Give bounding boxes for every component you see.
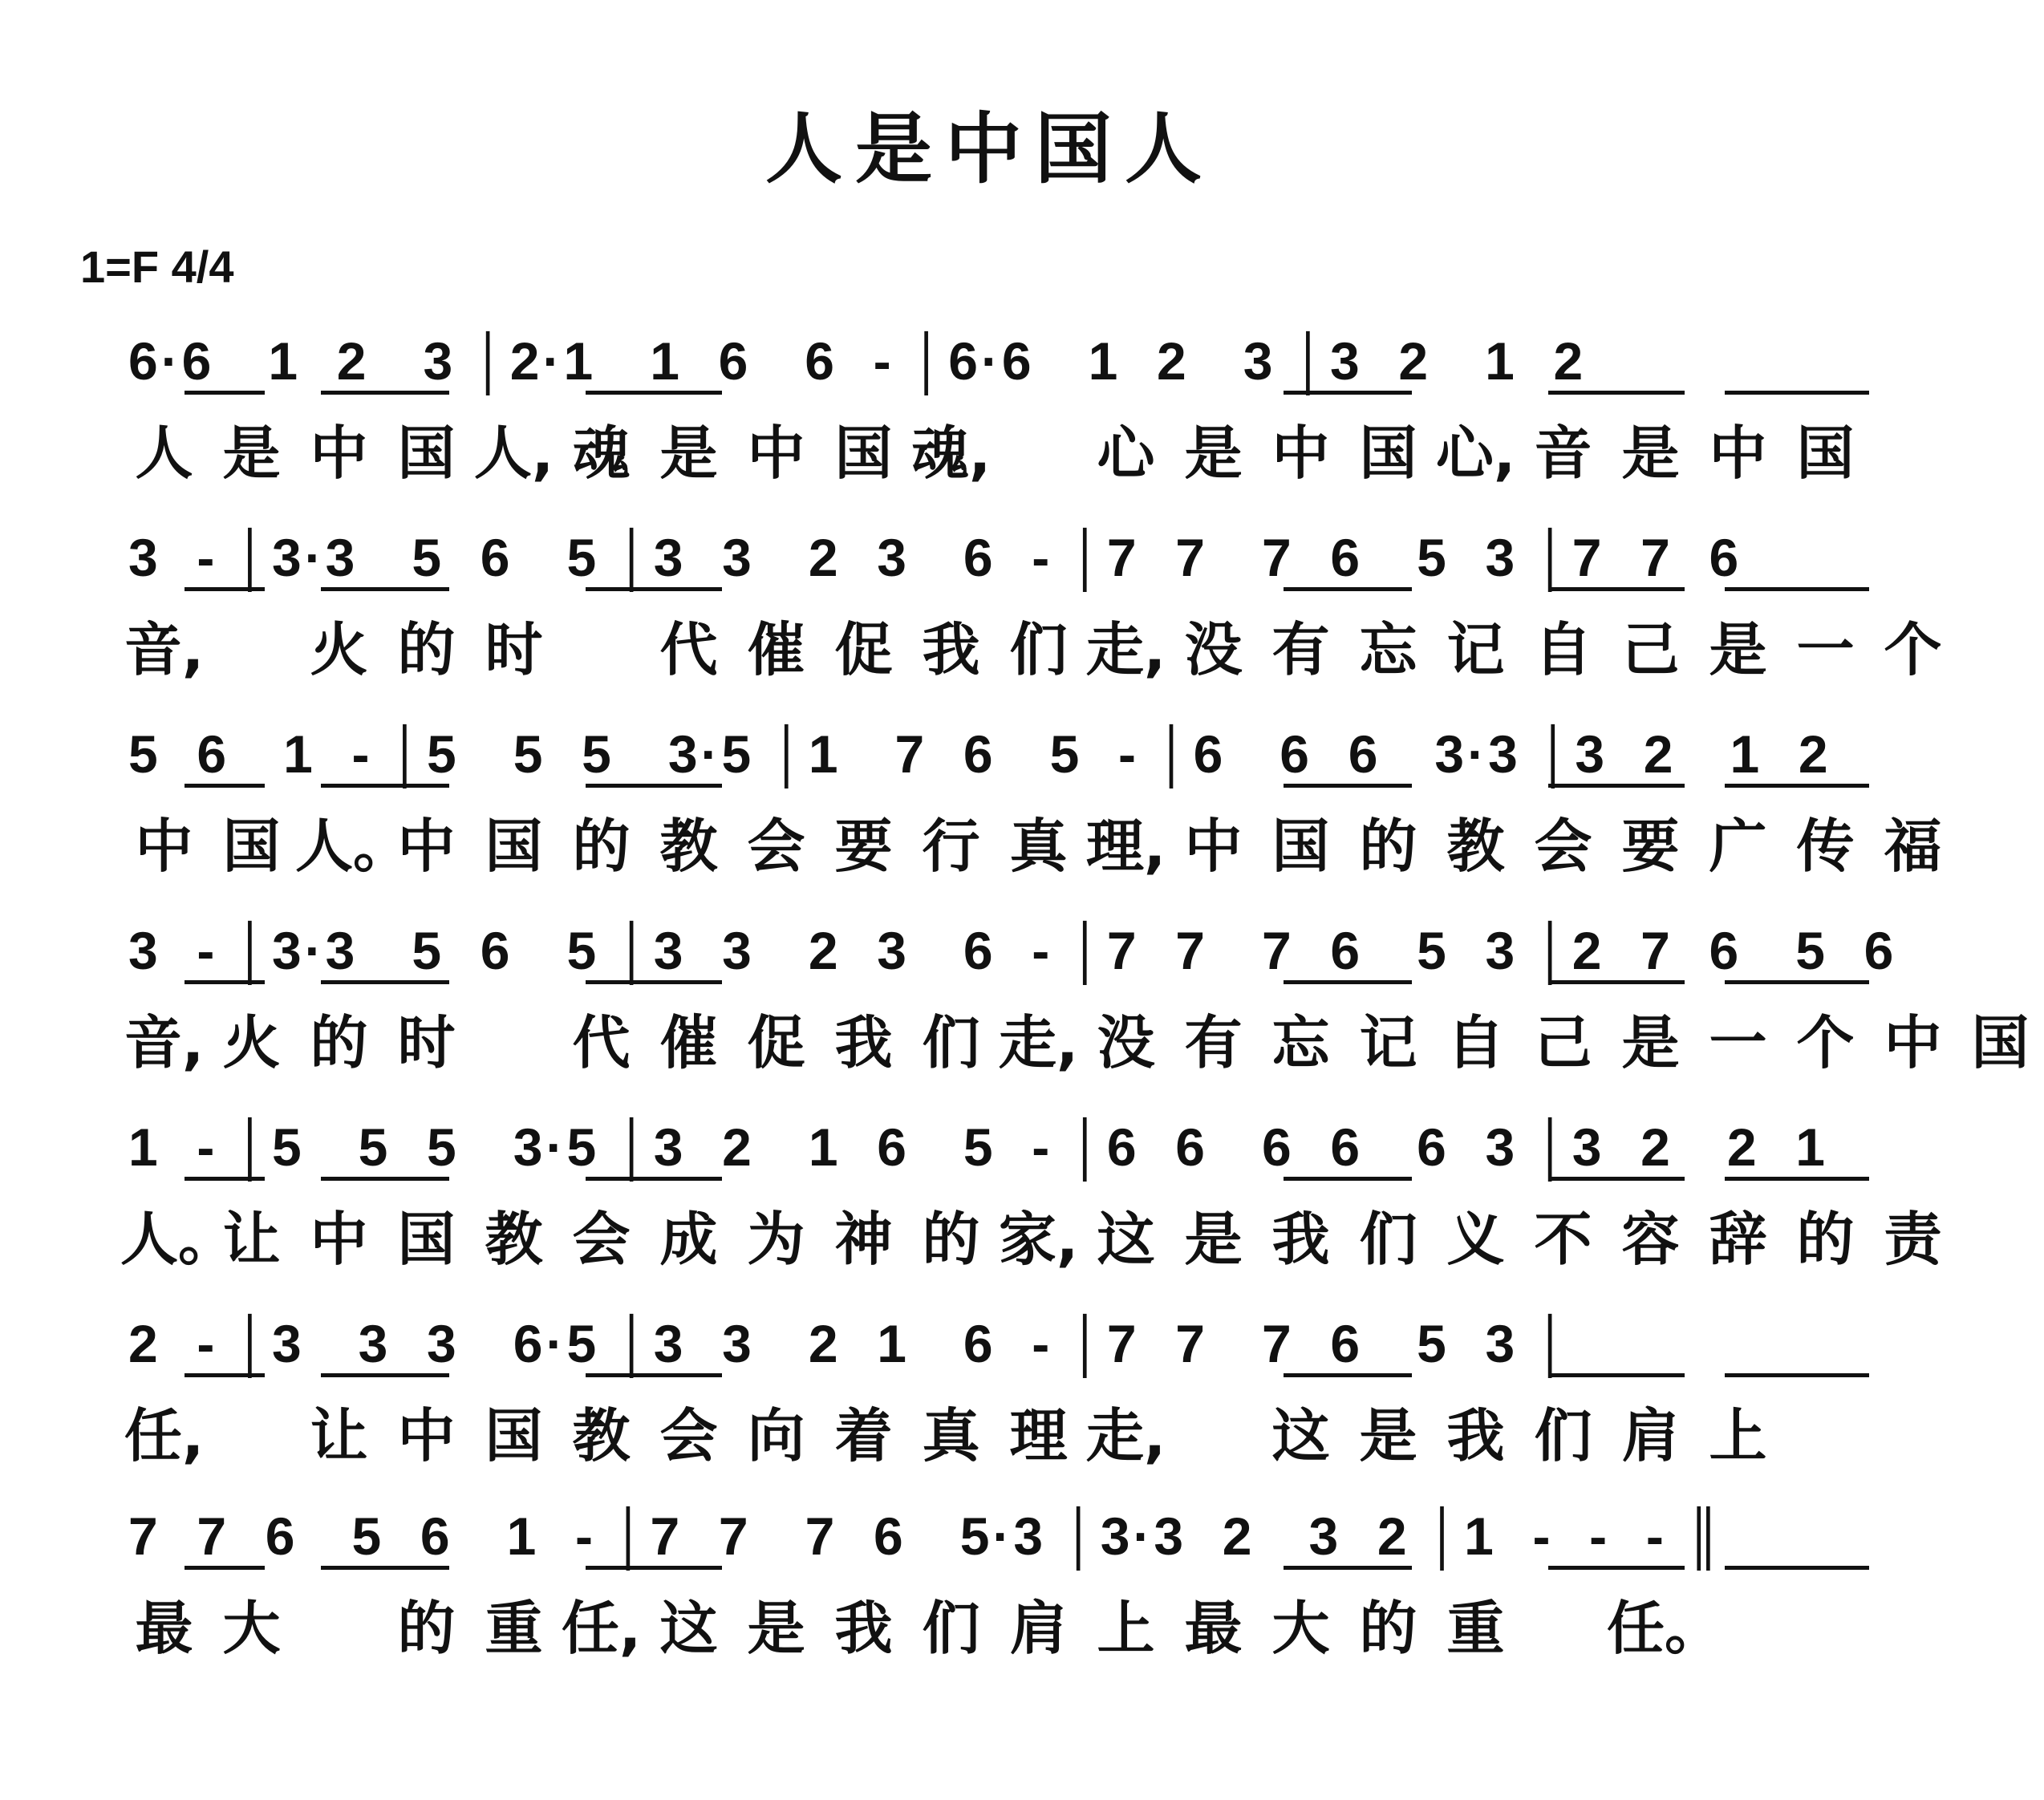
lyric-char: 家, bbox=[998, 1206, 1079, 1273]
lyric-char: 会 bbox=[1534, 813, 1592, 880]
lyric-char: 心 bbox=[1097, 420, 1155, 487]
lyric-char: 时 bbox=[485, 616, 543, 683]
lyric-char: 中 bbox=[397, 1402, 456, 1470]
lyric-line-2 bbox=[120, 602, 1942, 698]
lyric-char: 火 bbox=[310, 616, 368, 683]
lyric-char: 们 bbox=[1534, 1402, 1592, 1470]
lyric-char: 己 bbox=[1621, 616, 1680, 683]
lyric-char: 理, bbox=[1085, 813, 1166, 880]
notation-line-2: 3 - │3·3 5 6 5 │3 3 2 3 6 - │7 7 7 6 5 3 │7 7 6 bbox=[128, 528, 1742, 587]
lyric-char: 人。 bbox=[120, 1206, 237, 1273]
lyric-char: 教 bbox=[1446, 813, 1505, 880]
lyric-char: 重 bbox=[1446, 1595, 1505, 1662]
notation-line-5: 1 - │5 5 5 3·5 │3 2 1 6 5 - │6 6 6 6 6 3 │3 2 2 1 bbox=[128, 1117, 1828, 1177]
lyric-char: 魂 bbox=[572, 420, 631, 487]
lyric-char: 国 bbox=[1971, 1009, 2030, 1076]
beam-underline bbox=[1725, 391, 1869, 395]
lyric-char: 中 bbox=[1184, 813, 1243, 880]
lyric-char: 国 bbox=[1271, 813, 1330, 880]
lyric-char: 自 bbox=[1534, 616, 1592, 683]
lyric-char: 让 bbox=[222, 1206, 281, 1273]
lyric-char: 人 bbox=[135, 420, 193, 487]
lyric-char: 们 bbox=[922, 1595, 980, 1662]
lyric-char: 成 bbox=[659, 1206, 718, 1273]
lyric-char: 神 bbox=[834, 1206, 893, 1273]
lyric-char: 中 bbox=[135, 813, 193, 880]
beam-underline bbox=[1284, 391, 1412, 395]
lyric-char: 是 bbox=[1621, 420, 1680, 487]
beam-underline bbox=[1725, 1566, 1869, 1570]
lyric-char: 会 bbox=[747, 813, 805, 880]
lyric-char: 国 bbox=[397, 1206, 456, 1273]
lyric-char: 记 bbox=[1359, 1009, 1417, 1076]
lyric-char: 是 bbox=[1621, 1009, 1680, 1076]
lyric-char: 的 bbox=[1796, 1206, 1855, 1273]
beam-underline bbox=[1725, 587, 1869, 591]
lyric-char: 任。 bbox=[1607, 1595, 1723, 1662]
lyric-char: 中 bbox=[310, 420, 368, 487]
lyric-char: 己 bbox=[1534, 1009, 1592, 1076]
lyric-char: 最 bbox=[1184, 1595, 1243, 1662]
lyric-char: 一 bbox=[1709, 1009, 1767, 1076]
lyric-char: 我 bbox=[834, 1595, 893, 1662]
beam-underline bbox=[1725, 1177, 1869, 1181]
lyric-char: 国 bbox=[834, 420, 893, 487]
beam-underline bbox=[185, 784, 265, 788]
beam-underline bbox=[1284, 1177, 1412, 1181]
lyric-char: 们 bbox=[1009, 616, 1068, 683]
lyric-char: 教 bbox=[659, 813, 718, 880]
lyric-char: 一 bbox=[1796, 616, 1855, 683]
beam-underline bbox=[1284, 1373, 1412, 1377]
lyric-char: 个 bbox=[1796, 1009, 1855, 1076]
lyric-char: 最 bbox=[135, 1595, 193, 1662]
beam-underline bbox=[321, 391, 449, 395]
lyric-char: 的 bbox=[397, 616, 456, 683]
lyric-char: 个 bbox=[1884, 616, 1942, 683]
beam-underline bbox=[1548, 391, 1685, 395]
lyric-char: 催 bbox=[747, 616, 805, 683]
lyric-char: 教 bbox=[485, 1206, 543, 1273]
lyric-char: 国 bbox=[1359, 420, 1417, 487]
beam-underline bbox=[1548, 1177, 1685, 1181]
lyric-char: 大 bbox=[222, 1595, 281, 1662]
lyric-char: 中 bbox=[1884, 1009, 1942, 1076]
lyric-char: 辞 bbox=[1709, 1206, 1767, 1273]
beam-underline bbox=[1548, 980, 1685, 984]
lyric-char: 广 bbox=[1709, 813, 1767, 880]
beam-underline bbox=[321, 587, 449, 591]
lyric-char: 容 bbox=[1621, 1206, 1680, 1273]
lyric-char: 们 bbox=[922, 1009, 980, 1076]
lyric-char: 国 bbox=[397, 420, 456, 487]
beam-underline bbox=[185, 391, 265, 395]
beam-underline bbox=[1284, 980, 1412, 984]
lyric-char: 我 bbox=[1271, 1206, 1330, 1273]
lyric-line-7 bbox=[120, 1580, 1901, 1676]
lyric-char: 任, bbox=[124, 1402, 205, 1470]
lyric-char: 让 bbox=[310, 1402, 368, 1470]
lyric-char: 是 bbox=[747, 1595, 805, 1662]
lyric-char: 记 bbox=[1446, 616, 1505, 683]
lyric-char: 义 bbox=[1446, 1206, 1505, 1273]
lyric-char: 促 bbox=[834, 616, 893, 683]
beam-underline bbox=[321, 1373, 449, 1377]
lyric-char: 这 bbox=[1271, 1402, 1330, 1470]
lyric-char: 代 bbox=[659, 616, 718, 683]
lyric-line-6 bbox=[120, 1388, 1901, 1484]
lyric-char: 音, bbox=[124, 616, 205, 683]
lyric-char: 是 bbox=[1359, 1402, 1417, 1470]
notation-line-1: 6·6 1 2 3 │2·1 1 6 6 - │6·6 1 2 3 │3 2 1 2 bbox=[128, 331, 1587, 391]
lyric-char: 我 bbox=[922, 616, 980, 683]
lyric-char: 大 bbox=[1271, 1595, 1330, 1662]
lyric-char: 催 bbox=[659, 1009, 718, 1076]
lyric-char: 理 bbox=[1009, 1402, 1068, 1470]
lyric-char: 忘 bbox=[1271, 1009, 1330, 1076]
lyric-char: 任, bbox=[561, 1595, 642, 1662]
lyric-char: 不 bbox=[1534, 1206, 1592, 1273]
beam-underline bbox=[586, 391, 722, 395]
beam-underline bbox=[586, 1373, 722, 1377]
lyric-char: 上 bbox=[1097, 1595, 1155, 1662]
lyric-char: 国 bbox=[222, 813, 281, 880]
lyric-char: 是 bbox=[659, 420, 718, 487]
lyric-char: 为 bbox=[747, 1206, 805, 1273]
lyric-line-1 bbox=[120, 405, 1901, 501]
lyric-char: 们 bbox=[1359, 1206, 1417, 1273]
beam-underline bbox=[185, 587, 265, 591]
lyric-char: 中 bbox=[747, 420, 805, 487]
beam-underline bbox=[1284, 1566, 1412, 1570]
beam-underline bbox=[185, 1566, 265, 1570]
lyric-char: 火 bbox=[222, 1009, 281, 1076]
beam-underline bbox=[185, 1373, 265, 1377]
lyric-char: 音 bbox=[1534, 420, 1592, 487]
lyric-char: 走, bbox=[998, 1009, 1079, 1076]
beam-underline bbox=[185, 1177, 265, 1181]
lyric-char: 促 bbox=[747, 1009, 805, 1076]
lyric-char: 魂, bbox=[910, 420, 992, 487]
lyric-char: 福 bbox=[1884, 813, 1942, 880]
beam-underline bbox=[586, 980, 722, 984]
lyric-char: 重 bbox=[485, 1595, 543, 1662]
lyric-char: 肩 bbox=[1009, 1595, 1068, 1662]
lyric-char: 真 bbox=[922, 1402, 980, 1470]
lyric-char: 向 bbox=[747, 1402, 805, 1470]
beam-underline bbox=[586, 1566, 722, 1570]
beam-underline bbox=[1725, 980, 1869, 984]
lyric-char: 会 bbox=[659, 1402, 718, 1470]
lyric-char: 人。 bbox=[295, 813, 412, 880]
notation-line-3: 5 6 1 - │5 5 5 3·5 │1 7 6 5 - │6 6 6 3·3 │3 2 1 2 bbox=[128, 724, 1831, 784]
lyric-char: 教 bbox=[572, 1402, 631, 1470]
beam-underline bbox=[586, 784, 722, 788]
lyric-char: 的 bbox=[397, 1595, 456, 1662]
lyric-char: 自 bbox=[1446, 1009, 1505, 1076]
lyric-char: 这 bbox=[1097, 1206, 1155, 1273]
beam-underline bbox=[1548, 784, 1685, 788]
lyric-char: 国 bbox=[1796, 420, 1855, 487]
lyric-char: 着 bbox=[834, 1402, 893, 1470]
beam-underline bbox=[321, 1177, 449, 1181]
lyric-char: 代 bbox=[572, 1009, 631, 1076]
lyric-char: 中 bbox=[1709, 420, 1767, 487]
lyric-char: 中 bbox=[397, 813, 456, 880]
lyric-char: 走, bbox=[1085, 1402, 1166, 1470]
lyric-char: 时 bbox=[397, 1009, 456, 1076]
key-signature: 1=F 4/4 bbox=[80, 241, 234, 292]
notation-line-6: 2 - │3 3 3 6·5 │3 3 2 1 6 - │7 7 7 6 5 3 │ bbox=[128, 1314, 1572, 1373]
lyric-char: 中 bbox=[1271, 420, 1330, 487]
lyric-char: 的 bbox=[310, 1009, 368, 1076]
lyric-char: 是 bbox=[1709, 616, 1767, 683]
lyric-line-3 bbox=[120, 798, 1942, 894]
beam-underline bbox=[185, 980, 265, 984]
lyric-char: 行 bbox=[922, 813, 980, 880]
lyric-char: 真 bbox=[1009, 813, 1068, 880]
lyric-char: 心, bbox=[1435, 420, 1516, 487]
lyric-char: 是 bbox=[1184, 420, 1243, 487]
beam-underline bbox=[321, 1566, 449, 1570]
lyric-char: 国 bbox=[485, 813, 543, 880]
lyric-char: 有 bbox=[1271, 616, 1330, 683]
beam-underline bbox=[1548, 1566, 1685, 1570]
lyric-char: 传 bbox=[1796, 813, 1855, 880]
beam-underline bbox=[1284, 587, 1412, 591]
song-title: 人是中国人 bbox=[765, 104, 1215, 194]
lyric-char: 忘 bbox=[1359, 616, 1417, 683]
lyric-char: 我 bbox=[1446, 1402, 1505, 1470]
lyric-char: 没 bbox=[1184, 616, 1243, 683]
lyric-char: 要 bbox=[1621, 813, 1680, 880]
beam-underline bbox=[1548, 587, 1685, 591]
lyric-char: 的 bbox=[572, 813, 631, 880]
lyric-char: 是 bbox=[222, 420, 281, 487]
lyric-char: 我 bbox=[834, 1009, 893, 1076]
notation-line-4: 3 - │3·3 5 6 5 │3 3 2 3 6 - │7 7 7 6 5 3 │2 7 6 5 6 bbox=[128, 921, 1897, 980]
lyric-char: 的 bbox=[922, 1206, 980, 1273]
beam-underline bbox=[321, 784, 449, 788]
lyric-char: 责 bbox=[1884, 1206, 1942, 1273]
lyric-char: 的 bbox=[1359, 813, 1417, 880]
beam-underline bbox=[1548, 1373, 1685, 1377]
lyric-char: 这 bbox=[659, 1595, 718, 1662]
lyric-char: 没 bbox=[1097, 1009, 1155, 1076]
lyric-char: 是 bbox=[1184, 1206, 1243, 1273]
lyric-char: 要 bbox=[834, 813, 893, 880]
beam-underline bbox=[321, 980, 449, 984]
beam-underline bbox=[586, 587, 722, 591]
lyric-char: 肩 bbox=[1621, 1402, 1680, 1470]
beam-underline bbox=[586, 1177, 722, 1181]
beam-underline bbox=[1284, 784, 1412, 788]
lyric-line-5 bbox=[120, 1191, 1942, 1287]
lyric-line-4 bbox=[120, 995, 2030, 1091]
lyric-char: 音, bbox=[124, 1009, 205, 1076]
lyric-char: 国 bbox=[485, 1402, 543, 1470]
lyric-char: 会 bbox=[572, 1206, 631, 1273]
beam-underline bbox=[1725, 1373, 1869, 1377]
lyric-char: 上 bbox=[1709, 1402, 1767, 1470]
lyric-char: 中 bbox=[310, 1206, 368, 1273]
notation-line-7: 7 7 6 5 6 1 - │7 7 7 6 5·3 │3·3 2 3 2 │1 - - - ║ bbox=[128, 1506, 1726, 1566]
lyric-char: 有 bbox=[1184, 1009, 1243, 1076]
lyric-char: 的 bbox=[1359, 1595, 1417, 1662]
beam-underline bbox=[1725, 784, 1869, 788]
lyric-char: 人, bbox=[473, 420, 554, 487]
lyric-char: 走, bbox=[1085, 616, 1166, 683]
